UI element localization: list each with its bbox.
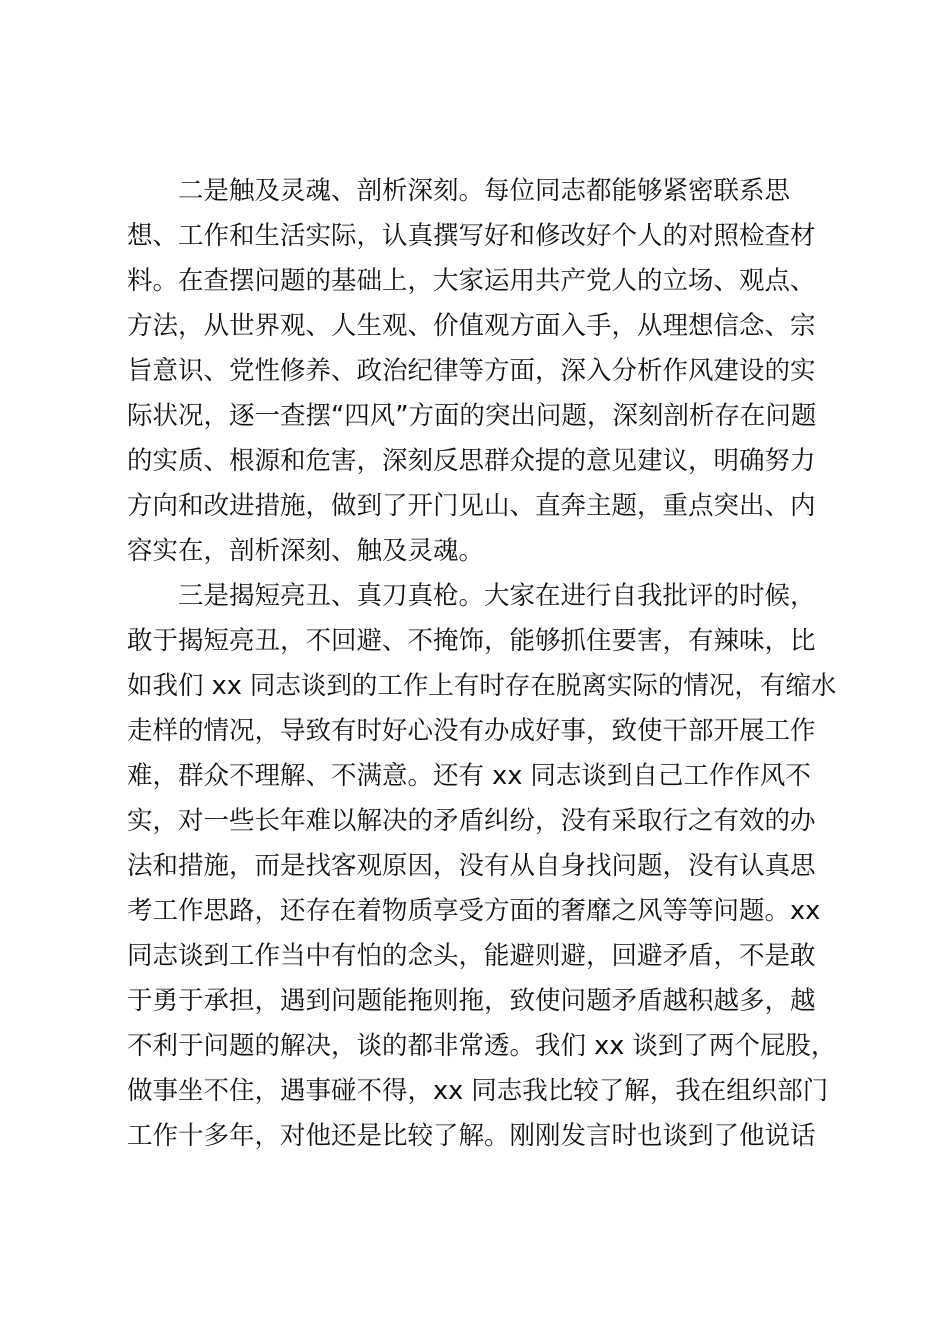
text-line: 走样的情况，导致有时好心没有办成好事，致使干部开展工作 [127, 716, 816, 746]
text-line: 方法，从世界观、人生观、价值观方面入手，从理想信念、宗 [127, 311, 816, 341]
paragraph-expose-shortcomings [127, 574, 837, 1159]
text-line: 实，对一些长年难以解决的矛盾纠纷，没有采取行之有效的办 [127, 806, 816, 836]
text-line: 不利于问题的解决，谈的都非常透。我们 xx 谈到了两个屁股， [127, 1031, 837, 1061]
text-line: 方向和改进措施，做到了开门见山、直奔主题，重点突出、内 [127, 491, 816, 521]
text-line: 想、工作和生活实际，认真撰写好和修改好个人的对照检查材 [127, 221, 816, 251]
text-line: 的实质、根源和危害，深刻反思群众提的意见建议，明确努力 [127, 446, 816, 476]
text-line: 法和措施，而是找客观原因，没有从自身找问题，没有认真思 [127, 851, 816, 881]
paragraph-touch-soul [127, 169, 823, 574]
text-line: 旨意识、党性修养、政治纪律等方面，深入分析作风建设的实 [127, 356, 816, 386]
text-line: 考工作思路，还存在着物质享受方面的奢靡之风等等问题。xx [127, 896, 821, 926]
text-line: 同志谈到工作当中有怕的念头，能避则避，回避矛盾，不是敢 [127, 941, 816, 971]
document-body [127, 169, 837, 1159]
text-line: 料。在查摆问题的基础上，大家运用共产党人的立场、观点、 [127, 266, 816, 296]
text-line: 于勇于承担，遇到问题能拖则拖，致使问题矛盾越积越多，越 [127, 986, 816, 1016]
text-line: 容实在，剖析深刻、触及灵魂。 [127, 536, 485, 566]
text-line: 二是触及灵魂、剖析深刻。每位同志都能够紧密联系思 [178, 176, 791, 206]
text-line: 难，群众不理解、不满意。还有 xx 同志谈到自己工作作风不 [127, 761, 811, 791]
text-line: 如我们 xx 同志谈到的工作上有时存在脱离实际的情况，有缩水 [127, 671, 837, 701]
text-line: 做事坐不住，遇事碰不得，xx 同志我比较了解，我在组织部门 [127, 1076, 829, 1106]
text-line: 工作十多年，对他还是比较了解。刚刚发言时也谈到了他说话 [127, 1121, 816, 1151]
text-line: 敢于揭短亮丑，不回避、不掩饰，能够抓住要害，有辣味，比 [127, 626, 816, 656]
text-line: 际状况，逐一查摆“四风”方面的突出问题，深刻剖析存在问题 [127, 401, 817, 431]
text-line: 三是揭短亮丑、真刀真枪。大家在进行自我批评的时候， [178, 581, 816, 611]
